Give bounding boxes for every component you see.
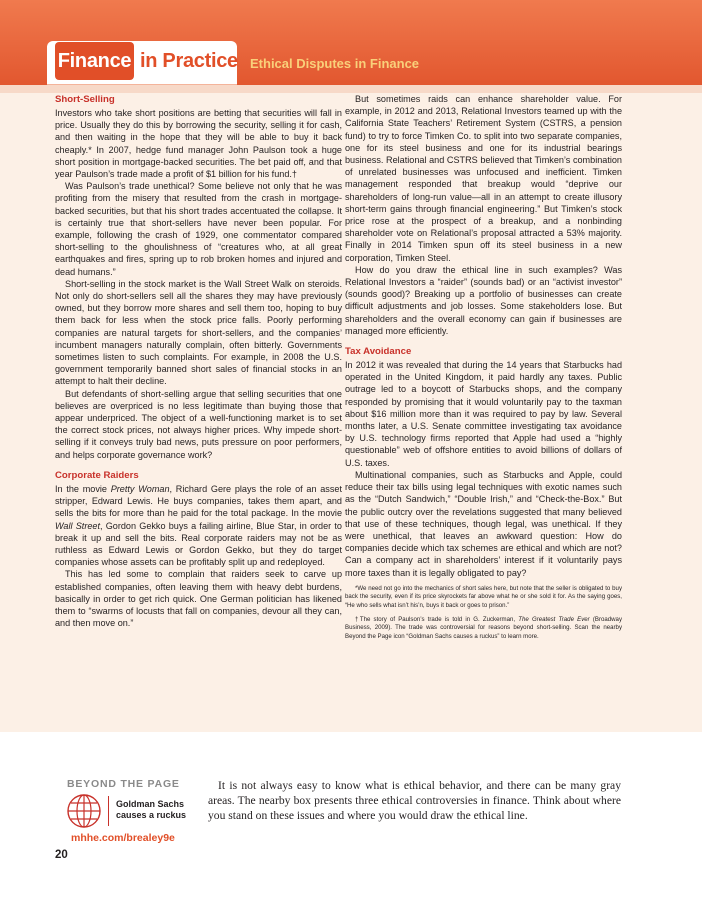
paragraph: But defendants of short-selling argue that selling securities that one believes are overpriced is no less legitimate than buying those that appear underpriced. The object of a well-functioning market is to set the correct stock prices, not always higher prices. Why impede short-selling if it conveys truly bad news, puts pressure on poor performers, and helps corporate governance work? — [55, 388, 342, 460]
page-number: 20 — [55, 849, 68, 861]
paragraph: But sometimes raids can enhance shareholder value. For example, in 2012 and 2013, Relational Investors teamed up with the California State Teachers’ Retirement System (CSTRS, a pension fund) to try to force Timken Co. to split into two separate companies, one for its steel business and one for its industrial bearings business. Relational and CSTRS believed that Timken’s combination of unrelated businesses was unfocused and inefficient. Timken management responded that breakup would “deprive our shareholders of long-run value—all in an attempt to create illusory short-term gains through financial engineering.” But Timken’s stock price rose at the prospect of a breakup, and a nonbinding shareholder vote on Relational’s proposal attracted a 53% majority. Finally in 2014 Timken spun off its steel business in a new corporation, Timken Steel. — [345, 94, 622, 263]
heading-tax-avoidance: Tax Avoidance — [345, 346, 412, 358]
book-title: The Greatest Trade Ever — [518, 615, 590, 623]
heading-corporate-raiders: Corporate Raiders — [55, 469, 139, 481]
beyond-link-line2[interactable]: causes a ruckus — [116, 810, 187, 820]
paragraph: Was Paulson’s trade unethical? Some believe not only that he was profiting from the misery that resulted from the crash in mortgage-backed securities, but that his short trades accentuated the collapse. It is certainly true that short-sellers have never been popular. For example, following the crash of 1929, one commentator compared short-selling to the ghoulishness of “creatures who, at all great earthquakes and fires, spring up to rob broken homes and injured and dead humans.” — [55, 181, 342, 277]
text-run: , Gordon Gekko buys a failing airline, Blue Star, in order to break it up and sell the bits. Real corporate raiders may not be as ruthless as Edward Lewis or Gordon Gekko, but they do target companies whose assets can be profitably split up and redeployed. — [55, 520, 342, 568]
footnote — [345, 616, 622, 642]
text-run: †The story of Paulson’s trade is told in G. Zuckerman, — [355, 615, 519, 623]
globe-icon[interactable] — [66, 793, 102, 829]
movie-title: Pretty Woman — [110, 483, 170, 494]
right-column — [345, 93, 622, 641]
paragraph — [55, 483, 342, 568]
beyond-the-page-title: BEYOND THE PAGE — [67, 778, 180, 790]
paragraph: Short-selling in the stock market is the Wall Street Walk on steroids. Not only do short-sellers sell all the shares they may have previously owned, but they borrow more shares and sell them too, hoping to buy them back for less when the stock price falls. Poorly performing companies are natural targets for short-sellers, and the companies’ incumbent managers naturally complain, often bitterly. Governments sometimes listen to such complaints. For example, in 2008 the U.S. government temporarily banned short sales of financial stocks in an attempt to halt their decline. — [55, 278, 342, 387]
badge-finance: Finance — [55, 42, 134, 80]
text-run: (Broadway Business, 2009). The trade was controversial for reasons beyond short-selling. Scan the nearby Beyond the Page icon “Goldman Sachs causes a ruckus” to learn more. — [345, 615, 622, 640]
paragraph: How do you draw the ethical line in such examples? Was Relational Investors a “raider” (sounds bad) or an “activist investor” (sounds good)? Breaking up a portfolio of businesses can create difficult adjustments and job losses. Some stakeholders lose. But shareholders and the overall economy can gain if businesses are managed more efficiently. — [345, 264, 622, 336]
paragraph: Multinational companies, such as Starbucks and Apple, could reduce their tax bills using legal techniques with exotic names such as the “Dutch Sandwich,” “Double Irish,” and “Check-the-Box.” But the public outcry over the revelations suggested that many believed that use of these techniques, though legal, was unethical. If they were unethical, that leaves an awkward question: How do companies decide which tax schemes are ethical and which are not? Can a company act in shareholders’ interest if it voluntarily pays more taxes than it is legally obligated to pay? — [345, 469, 622, 578]
paragraph: Investors who take short positions are betting that securities will fall in price. Usually they do this by borrowing the security, selling it for cash, and then waiting in the hope that they will be able to buy it back cheaply.* In 2007, hedge fund manager John Paulson took a huge short position in mortgage-backed securities. The bet paid off, and that year Paulson’s trade made a profit of $1 billion for his fund.† — [55, 108, 342, 180]
beyond-link-line1[interactable]: Goldman Sachs — [116, 799, 185, 809]
divider — [108, 796, 109, 826]
text-run: In the movie — [55, 483, 111, 494]
text-run: , Richard Gere plays the role of an asset stripper, Edward Lewis. He buys companies, takes them apart, and sells the bits for more than he paid for the total package. In the movie — [55, 483, 342, 519]
feature-subtitle: Ethical Disputes in Finance — [250, 56, 420, 71]
intro-paragraph: It is not always easy to know what is ethical behavior, and there can be many gray areas. The nearby box presents three ethical controversies in finance. Think about where you stand on these issues and where you would draw the ethical line. — [208, 779, 621, 822]
left-column — [55, 93, 342, 629]
paragraph: This has led some to complain that raiders seek to carve up established companies, often leaving them with heavy debt burdens, basically in order to get rich quick. One German politician has likened them to “swarms of locusts that fall on companies, devour all they can, and then move on.” — [55, 569, 342, 629]
badge-in-practice: in Practice — [140, 50, 238, 72]
beyond-url-link[interactable]: mhhe.com/brealey9e — [71, 832, 175, 844]
header-shadow — [0, 85, 702, 93]
paragraph: In 2012 it was revealed that during the 14 years that Starbucks had operated in the United Kingdom, it paid hardly any taxes. Public outrage led to a boycott of Starbucks shops, and the company responded by promising that it would voluntarily pay to the taxman about $16 million more than it was required to pay by law. Several months later, a U.S. Senate committee investigating tax avoidance by U.S. technology firms reported that Apple had used a “highly questionable” web of offshore entities to avoid billions of dollars of U.S. taxes. — [345, 360, 622, 468]
heading-short-selling: Short-Selling — [55, 94, 115, 105]
movie-title: Wall Street — [55, 520, 100, 531]
footnote: *We need not go into the mechanics of short sales here, but note that the seller is obligated to buy back the security, even if its price skyrockets far above what he or she sold it for. As the saying goes, “He who sells what isn’t his’n, buys it back or goes to prison.” — [345, 584, 622, 609]
